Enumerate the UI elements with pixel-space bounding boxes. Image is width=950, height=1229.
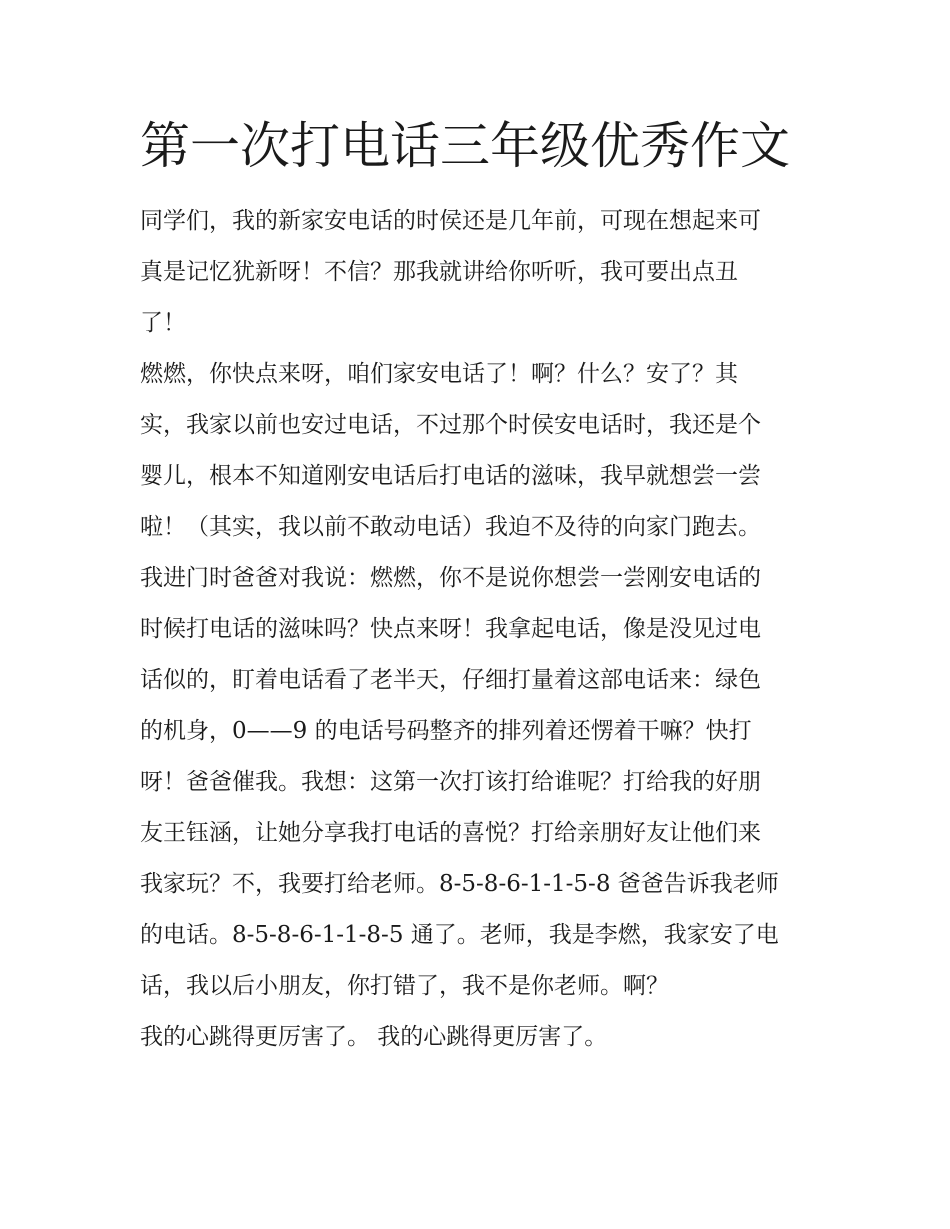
document-title: 第一次打电话三年级优秀作文: [140, 117, 790, 175]
body-line-14: 我家玩？不，我要打给老师。8-5-8-6-1-1-5-8 爸爸告诉我老师: [140, 871, 779, 897]
body-line-11: 的机身，0——9 的电话号码整齐的排列着还愣着干嘛？快打: [140, 718, 752, 744]
body-line-1: 同学们，我的新家安电话的时侯还是几年前，可现在想起来可: [140, 208, 761, 234]
body-line-5: 实，我家以前也安过电话，不过那个时侯安电话时，我还是个: [140, 412, 761, 438]
body-line-3: 了！: [140, 310, 186, 336]
body-line-16: 话，我以后小朋友，你打错了，我不是你老师。啊？: [140, 973, 669, 999]
body-line-13: 友王钰涵，让她分享我打电话的喜悦？打给亲朋好友让他们来: [140, 820, 761, 846]
body-line-8: 我进门时爸爸对我说：燃燃，你不是说你想尝一尝刚安电话的: [140, 565, 761, 591]
body-line-12: 呀！爸爸催我。我想：这第一次打该打给谁呢？打给我的好朋: [140, 769, 761, 795]
body-line-9: 时候打电话的滋味吗？快点来呀！我拿起电话，像是没见过电: [140, 616, 761, 642]
body-line-7: 啦！（其实，我以前不敢动电话）我迫不及待的向家门跑去。: [140, 514, 761, 540]
body-line-10: 话似的，盯着电话看了老半天，仔细打量着这部电话来：绿色: [140, 667, 761, 693]
document-body: [140, 196, 815, 1063]
body-line-6: 婴儿，根本不知道刚安电话后打电话的滋味，我早就想尝一尝: [140, 463, 761, 489]
body-line-2: 真是记忆犹新呀！不信？那我就讲给你听听，我可要出点丑: [140, 259, 738, 285]
body-line-15: 的电话。8-5-8-6-1-1-8-5 通了。老师，我是李燃，我家安了电: [140, 922, 779, 948]
body-line-4: 燃燃，你快点来呀，咱们家安电话了！啊？什么？安了？其: [140, 361, 738, 387]
body-line-17: 我的心跳得更厉害了。 我的心跳得更厉害了。: [140, 1024, 608, 1050]
